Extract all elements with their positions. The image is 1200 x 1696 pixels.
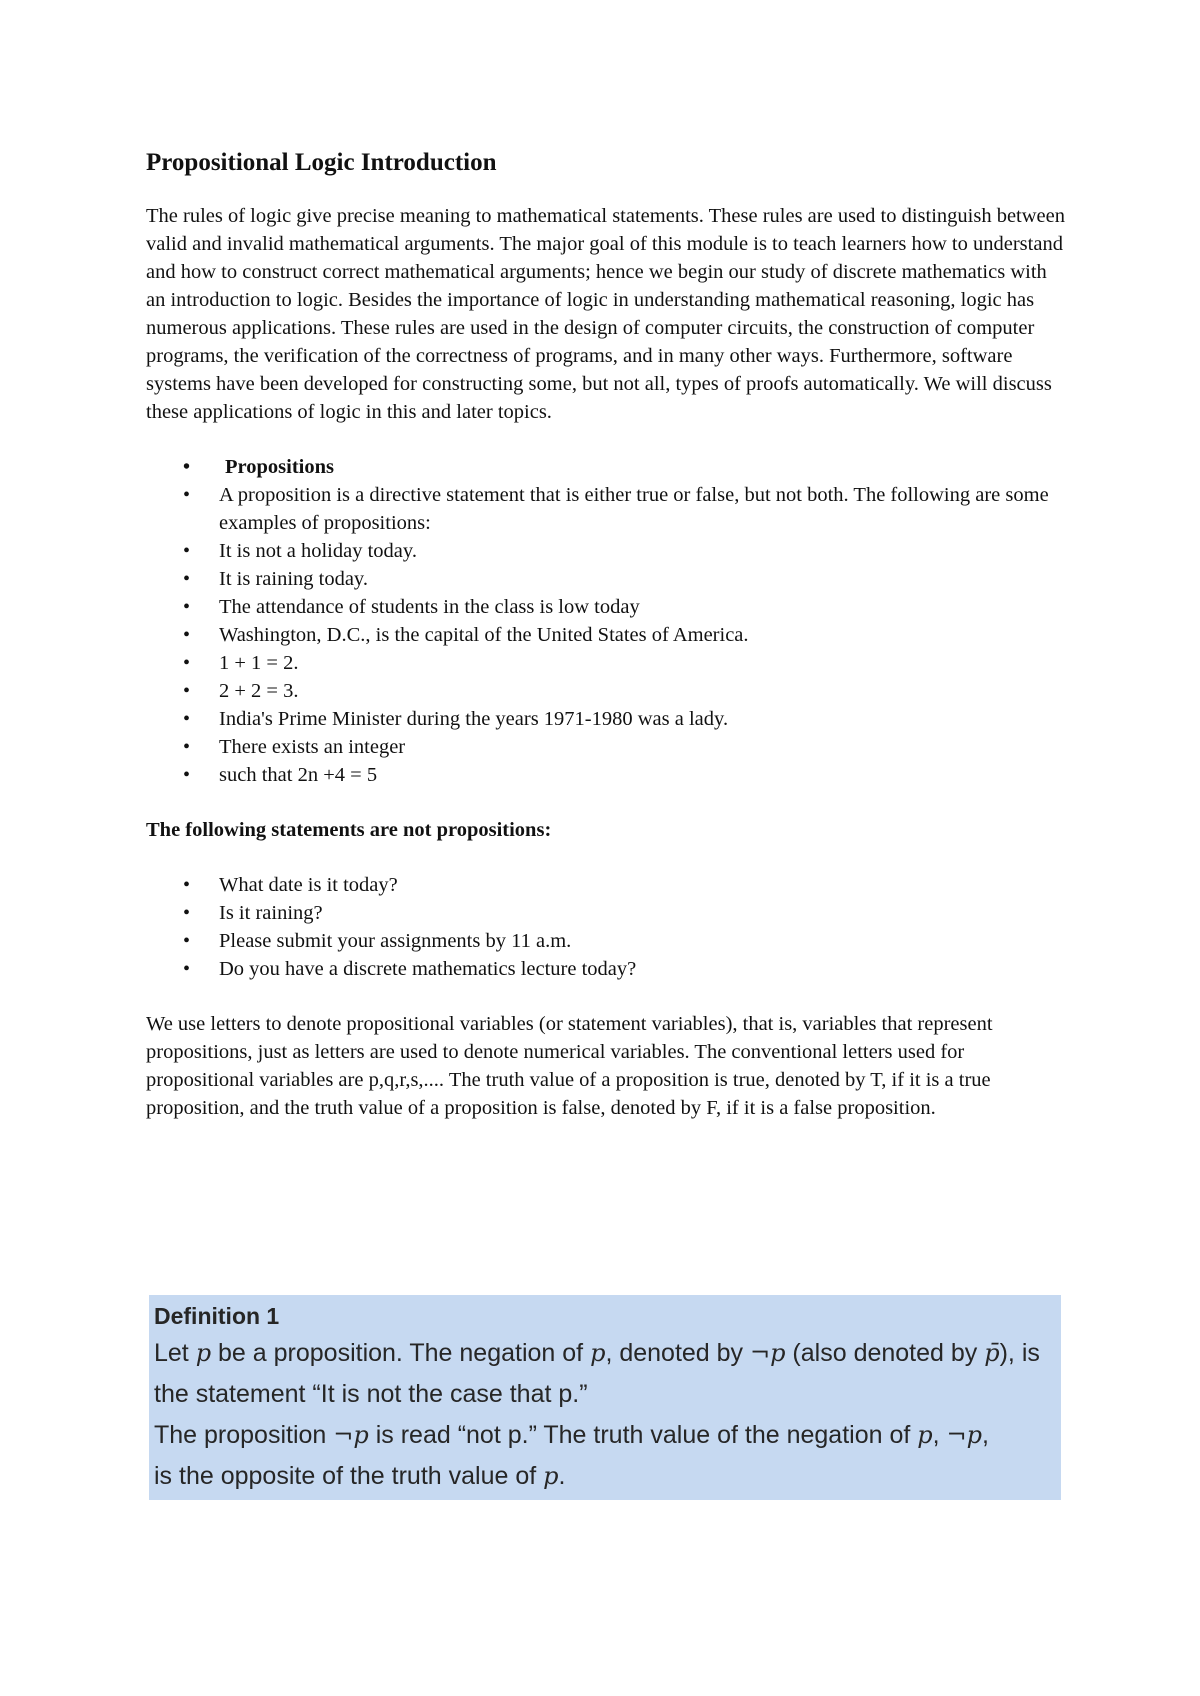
- list-item: • A proposition is a directive statement that is either true or false, but not both. The following are some examples of propositions:: [146, 481, 1066, 537]
- definition-box: [149, 1295, 1061, 1500]
- list-item: • It is raining today.: [146, 565, 1066, 593]
- list-item: • such that 2n +4 = 5: [146, 761, 1066, 789]
- propositions-heading: • Propositions: [146, 453, 1066, 481]
- list-item: • India's Prime Minister during the years 1971-1980 was a lady.: [146, 705, 1066, 733]
- list-item: • Do you have a discrete mathematics lecture today?: [146, 955, 1066, 983]
- list-item: • Is it raining?: [146, 899, 1066, 927]
- list-item: • Please submit your assignments by 11 a.m.: [146, 927, 1066, 955]
- list-item: • It is not a holiday today.: [146, 537, 1066, 565]
- document-body: [146, 140, 1066, 1122]
- list-item: • The attendance of students in the class is low today: [146, 593, 1066, 621]
- propositions-list: [146, 453, 1066, 789]
- list-item: • 1 + 1 = 2.: [146, 649, 1066, 677]
- page-title: Propositional Logic Introduction: [146, 149, 497, 176]
- list-item: • What date is it today?: [146, 871, 1066, 899]
- definition-text: Let p be a proposition. The negation of p, denoted by ¬p (also denoted by p̄), is the statement “It is not the case that p.” The proposition ¬p is read “not p.” The truth value of the negation of p, ¬p, is the opposite of the truth value of p.: [154, 1339, 1040, 1490]
- list-item: • There exists an integer: [146, 733, 1066, 761]
- intro-paragraph: The rules of logic give precise meaning to mathematical statements. These rules are used to distinguish between valid and invalid mathematical arguments. The major goal of this module is to teach learners how to understand and how to construct correct mathematical arguments; hence we begin our study of discrete mathematics with an introduction to logic. Besides the importance of logic in understanding mathematical reasoning, logic has numerous applications. These rules are used in the design of computer circuits, the construction of computer programs, the verification of the correctness of programs, and in many other ways. Furthermore, software systems have been developed for constructing some, but not all, types of proofs automatically. We will discuss these applications of logic in this and later topics.: [146, 205, 1065, 423]
- not-propositions-heading: The following statements are not propositions:: [146, 819, 552, 841]
- variables-paragraph: We use letters to denote propositional variables (or statement variables), that is, variables that represent propositions, just as letters are used to denote numerical variables. The conventional letters used for propositional variables are p,q,r,s,.... The truth value of a proposition is true, denoted by T, if it is a true proposition, and the truth value of a proposition is false, denoted by F, if it is a false proposition.: [146, 1013, 993, 1119]
- definition-title: Definition 1: [154, 1303, 280, 1329]
- list-item: • 2 + 2 = 3.: [146, 677, 1066, 705]
- list-item: • Washington, D.C., is the capital of the United States of America.: [146, 621, 1066, 649]
- not-propositions-list: [146, 871, 1066, 983]
